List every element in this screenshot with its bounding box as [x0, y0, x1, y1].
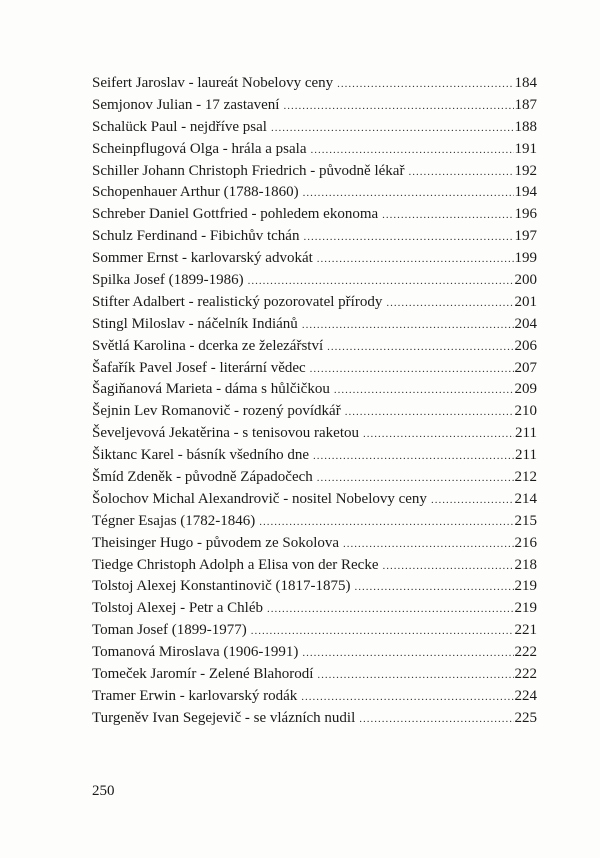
toc-entry	[92, 576, 537, 598]
dot-leader	[313, 446, 514, 468]
toc-entry-title: Tramer Erwin - karlovarský rodák	[92, 687, 298, 704]
toc-entry-page: 184	[514, 75, 537, 91]
toc-entry-title: Tiedge Christoph Adolph a Elisa von der Recke	[92, 556, 379, 573]
toc-entry-title: Ševeljevová Jekatěrina - s tenisovou raketou	[92, 425, 359, 442]
toc-entry-page: 225	[514, 709, 537, 726]
toc-entry-title: Toman Josef (1899-1977)	[92, 622, 247, 639]
toc-entry	[92, 270, 537, 292]
dot-leader	[317, 665, 513, 687]
toc-entry	[92, 511, 537, 533]
toc-entry-page: 221	[514, 622, 537, 639]
dot-leader	[382, 205, 513, 227]
toc-entry-page: 219	[514, 578, 537, 595]
toc-entry	[92, 401, 537, 423]
dot-leader	[386, 293, 513, 315]
table-of-contents	[92, 73, 537, 730]
toc-entry	[92, 139, 537, 161]
toc-entry-page: 222	[514, 644, 537, 661]
toc-entry-title: Šiktanc Karel - básník všedního dne	[92, 447, 310, 464]
dot-leader	[345, 402, 514, 424]
dot-leader	[310, 359, 514, 381]
toc-entry-title: Šafařík Pavel Josef - literární vědec	[92, 359, 306, 376]
toc-entry-title: Tolstoj Alexej - Petr a Chléb	[92, 600, 264, 617]
toc-entry-page: 204	[514, 315, 537, 332]
toc-entry-page: 191	[514, 140, 537, 157]
toc-entry	[92, 467, 537, 489]
dot-leader	[303, 183, 514, 205]
toc-entry	[92, 314, 537, 336]
toc-entry	[92, 161, 537, 183]
toc-entry-title: Tégner Esajas (1782-1846)	[92, 512, 256, 529]
toc-entry-title: Tolstoj Alexej Konstantinovič (1817-1875)	[92, 578, 351, 595]
toc-entry	[92, 686, 537, 708]
toc-entry-title: Seifert Jaroslav - laureát Nobelovy ceny	[92, 75, 334, 91]
toc-entry	[92, 379, 537, 401]
toc-entry	[92, 445, 537, 467]
toc-entry-page: 206	[514, 337, 537, 354]
dot-leader	[334, 380, 514, 402]
toc-entry	[92, 620, 537, 642]
toc-entry-page: 201	[514, 293, 537, 310]
toc-entry-title: Tomeček Jaromír - Zelené Blahorodí	[92, 666, 314, 683]
toc-entry-page: 211	[515, 447, 537, 464]
toc-entry-page: 187	[514, 96, 537, 113]
toc-entry-page: 215	[514, 512, 537, 529]
toc-entry	[92, 226, 537, 248]
dot-leader	[327, 337, 513, 359]
dot-leader	[363, 424, 514, 446]
dot-leader	[311, 140, 514, 162]
toc-entry-page: 207	[514, 359, 537, 376]
dot-leader	[431, 490, 514, 512]
dot-leader	[283, 96, 513, 118]
toc-entry-title: Scheinpflugová Olga - hrála a psala	[92, 140, 307, 157]
toc-entry-page: 212	[514, 469, 537, 486]
toc-entry-page: 224	[514, 687, 537, 704]
dot-leader	[408, 162, 513, 184]
dot-leader	[302, 643, 513, 665]
dot-leader	[337, 74, 513, 96]
toc-entry-title: Schiller Johann Christoph Friedrich - původně lékař	[92, 162, 405, 179]
toc-entry-page: 211	[515, 425, 537, 442]
toc-entry-page: 219	[514, 600, 537, 617]
toc-entry-title: Světlá Karolina - dcerka ze železářství	[92, 337, 324, 354]
dot-leader	[259, 512, 513, 534]
toc-entry	[92, 248, 537, 270]
dot-leader	[343, 534, 513, 556]
toc-entry	[92, 555, 537, 577]
toc-entry-page: 192	[514, 162, 537, 179]
dot-leader	[248, 271, 514, 293]
toc-entry-title: Stifter Adalbert - realistický pozorovatel přírody	[92, 293, 383, 310]
toc-entry-page: 199	[514, 250, 537, 267]
dot-leader	[355, 577, 514, 599]
dot-leader	[267, 599, 513, 621]
page-number: 250	[92, 783, 115, 799]
dot-leader	[383, 556, 514, 578]
toc-entry	[92, 292, 537, 314]
toc-entry-title: Schopenhauer Arthur (1788-1860)	[92, 184, 299, 201]
toc-entry-page: 197	[514, 228, 537, 245]
toc-entry-title: Schulz Ferdinand - Fibichův tchán	[92, 228, 300, 245]
toc-entry-page: 214	[514, 490, 537, 507]
toc-entry-title: Tomanová Miroslava (1906-1991)	[92, 644, 299, 661]
toc-entry	[92, 336, 537, 358]
toc-entry	[92, 598, 537, 620]
toc-entry-page: 216	[514, 534, 537, 551]
toc-entry-page: 218	[514, 556, 537, 573]
toc-entry	[92, 642, 537, 664]
toc-entry	[92, 664, 537, 686]
dot-leader	[271, 118, 514, 140]
toc-entry-page: 210	[514, 403, 537, 420]
dot-leader	[303, 227, 513, 249]
toc-entry-title: Semjonov Julian - 17 zastavení	[92, 96, 280, 113]
toc-entry-title: Šolochov Michal Alexandrovič - nositel Nobelovy ceny	[92, 490, 427, 507]
toc-entry	[92, 73, 537, 95]
toc-entry-page: 209	[514, 381, 537, 398]
toc-entry	[92, 358, 537, 380]
toc-entry-title: Theisinger Hugo - původem ze Sokolova	[92, 534, 340, 551]
toc-entry-page: 222	[514, 666, 537, 683]
dot-leader	[251, 621, 514, 643]
toc-entry-title: Šejnin Lev Romanovič - rozený povídkář	[92, 403, 341, 420]
toc-entry	[92, 95, 537, 117]
toc-entry-page: 194	[514, 184, 537, 201]
toc-entry-title: Stingl Miloslav - náčelník Indiánů	[92, 315, 298, 332]
toc-entry-title: Spilka Josef (1899-1986)	[92, 272, 244, 289]
dot-leader	[302, 315, 514, 337]
toc-entry	[92, 204, 537, 226]
toc-entry-page: 188	[514, 118, 537, 135]
toc-entry	[92, 182, 537, 204]
toc-entry-title: Sommer Ernst - karlovarský advokát	[92, 250, 313, 267]
toc-entry	[92, 117, 537, 139]
toc-entry-title: Schreber Daniel Gottfried - pohledem ekonoma	[92, 206, 379, 223]
dot-leader	[359, 709, 513, 731]
dot-leader	[301, 687, 513, 709]
dot-leader	[317, 468, 514, 490]
dot-leader	[317, 249, 514, 271]
toc-entry	[92, 533, 537, 555]
toc-entry-title: Šmíd Zdeněk - původně Západočech	[92, 469, 313, 486]
toc-entry	[92, 489, 537, 511]
toc-entry-title: Schalück Paul - nejdříve psal	[92, 118, 267, 135]
toc-entry-page: 200	[514, 272, 537, 289]
toc-entry	[92, 423, 537, 445]
toc-entry-title: Šagiňanová Marieta - dáma s hůlčičkou	[92, 381, 330, 398]
toc-entry-title: Turgeněv Ivan Segejevič - se vlázních nudil	[92, 709, 356, 726]
toc-entry	[92, 708, 537, 730]
toc-entry-page: 196	[514, 206, 537, 223]
